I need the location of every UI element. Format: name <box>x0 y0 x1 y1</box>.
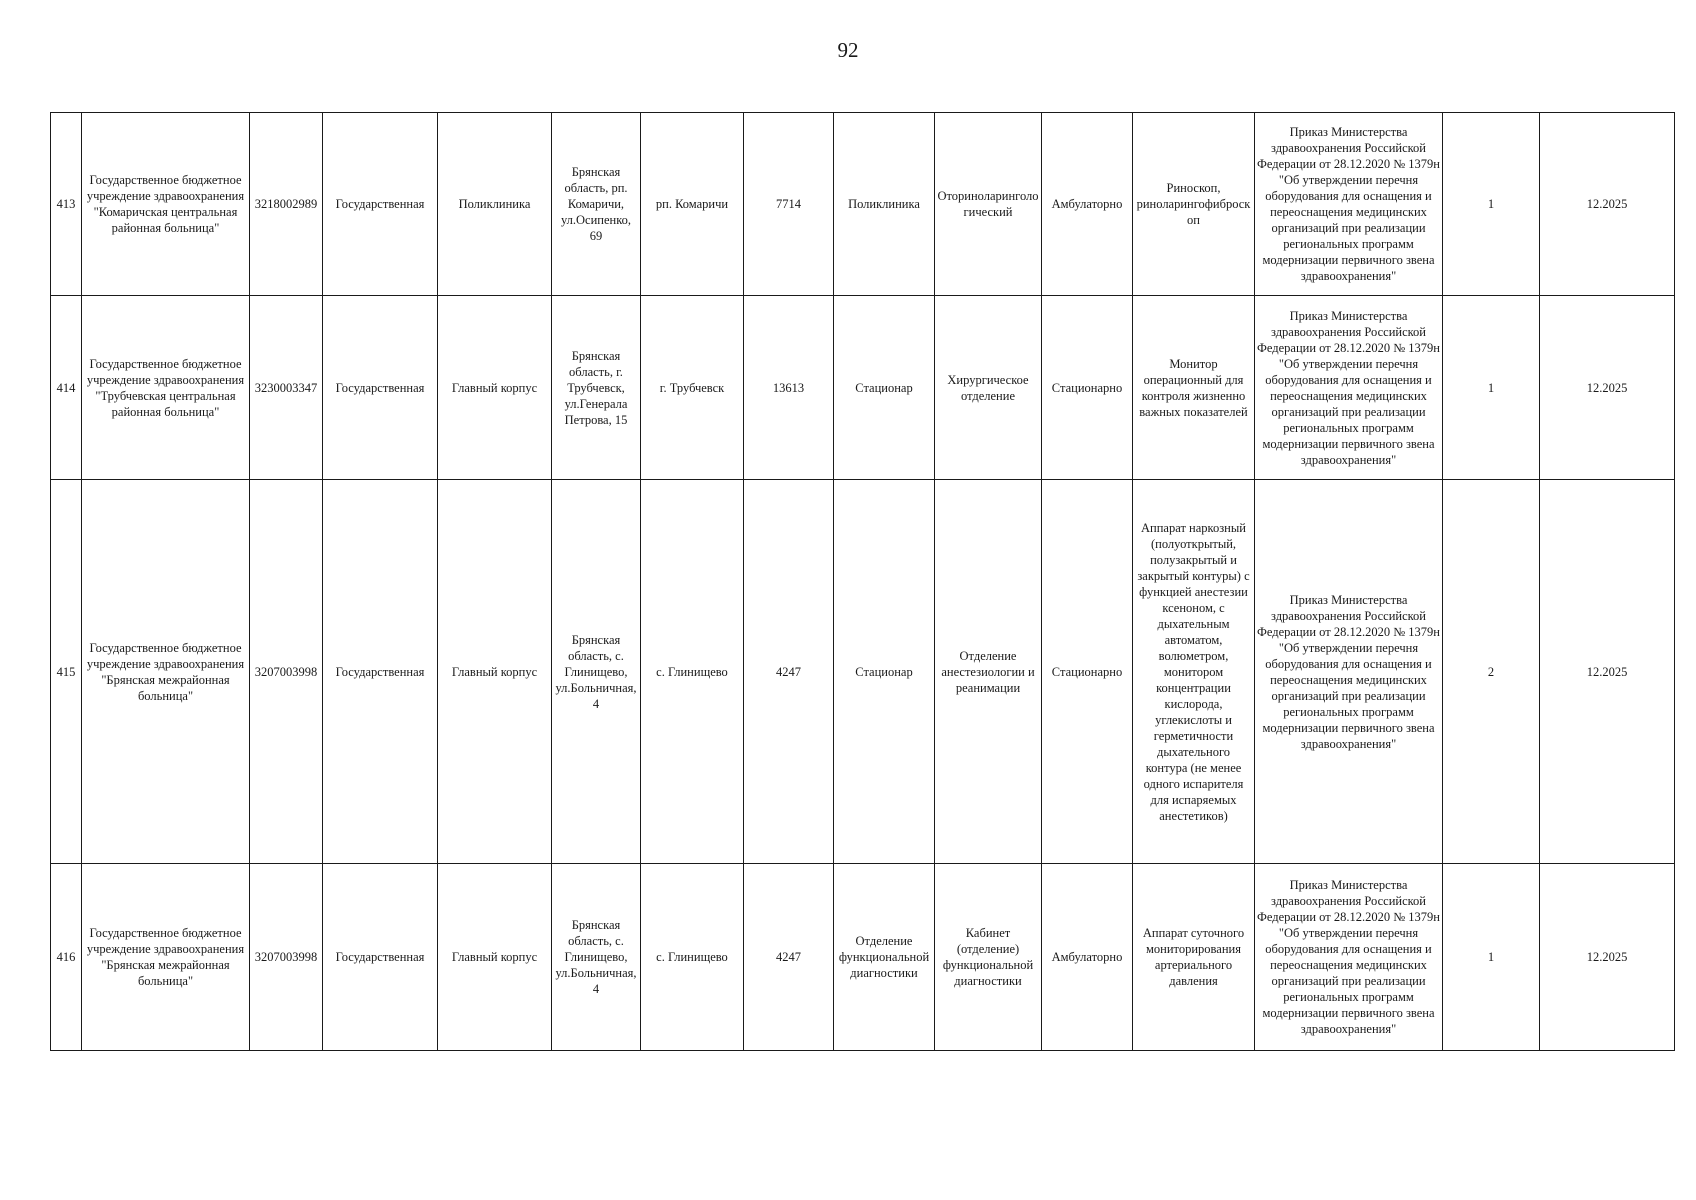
page-number: 92 <box>837 38 859 62</box>
division: Отделение функциональной диагностики <box>834 864 935 1051</box>
locality: с. Глинищево <box>641 480 744 864</box>
quantity: 1 <box>1443 296 1540 480</box>
table-row <box>51 113 1675 296</box>
inn: 3207003998 <box>250 480 323 864</box>
inn: 3230003347 <box>250 296 323 480</box>
population: 13613 <box>744 296 834 480</box>
deadline: 12.2025 <box>1540 296 1675 480</box>
building: Главный корпус <box>438 864 552 1051</box>
locality: рп. Комаричи <box>641 113 744 296</box>
ownership-form: Государственная <box>323 864 438 1051</box>
institution-name: Государственное бюджетное учреждение здравоохранения "Комаричская центральная районная больница" <box>82 113 250 296</box>
care-form: Амбулаторно <box>1042 113 1133 296</box>
legal-basis: Приказ Министерства здравоохранения Российской Федерации от 28.12.2020 № 1379н "Об утверждении перечня оборудования для оснащения и переоснащения медицинских организаций при реализации региональных программ модернизации первичного звена здравоохранения" <box>1255 864 1443 1051</box>
division: Поликлиника <box>834 113 935 296</box>
population: 4247 <box>744 480 834 864</box>
row-number: 416 <box>51 864 82 1051</box>
institution-name: Государственное бюджетное учреждение здравоохранения "Брянская межрайонная больница" <box>82 864 250 1051</box>
address: Брянская область, рп. Комаричи, ул.Осипенко, 69 <box>552 113 641 296</box>
equipment: Монитор операционный для контроля жизненно важных показателей <box>1133 296 1255 480</box>
ownership-form: Государственная <box>323 480 438 864</box>
quantity: 2 <box>1443 480 1540 864</box>
quantity: 1 <box>1443 864 1540 1051</box>
locality: г. Трубчевск <box>641 296 744 480</box>
ownership-form: Государственная <box>323 296 438 480</box>
department: Кабинет (отделение) функциональной диагностики <box>935 864 1042 1051</box>
legal-basis: Приказ Министерства здравоохранения Российской Федерации от 28.12.2020 № 1379н "Об утверждении перечня оборудования для оснащения и переоснащения медицинских организаций при реализации региональных программ модернизации первичного звена здравоохранения" <box>1255 113 1443 296</box>
care-form: Амбулаторно <box>1042 864 1133 1051</box>
row-number: 414 <box>51 296 82 480</box>
department: Хирургическое отделение <box>935 296 1042 480</box>
deadline: 12.2025 <box>1540 113 1675 296</box>
building: Поликлиника <box>438 113 552 296</box>
deadline: 12.2025 <box>1540 480 1675 864</box>
legal-basis: Приказ Министерства здравоохранения Российской Федерации от 28.12.2020 № 1379н "Об утверждении перечня оборудования для оснащения и переоснащения медицинских организаций при реализации региональных программ модернизации первичного звена здравоохранения" <box>1255 296 1443 480</box>
locality: с. Глинищево <box>641 864 744 1051</box>
inn: 3218002989 <box>250 113 323 296</box>
quantity: 1 <box>1443 113 1540 296</box>
row-number: 415 <box>51 480 82 864</box>
address: Брянская область, г. Трубчевск, ул.Генерала Петрова, 15 <box>552 296 641 480</box>
department: Оториноларингологический <box>935 113 1042 296</box>
address: Брянская область, с. Глинищево, ул.Больничная, 4 <box>552 864 641 1051</box>
building: Главный корпус <box>438 480 552 864</box>
table-row <box>51 480 1675 864</box>
division: Стационар <box>834 296 935 480</box>
table-row <box>51 296 1675 480</box>
care-form: Стационарно <box>1042 296 1133 480</box>
equipment: Аппарат суточного мониторирования артериального давления <box>1133 864 1255 1051</box>
division: Стационар <box>834 480 935 864</box>
table-row <box>51 864 1675 1051</box>
population: 7714 <box>744 113 834 296</box>
deadline: 12.2025 <box>1540 864 1675 1051</box>
equipment: Риноскоп, риноларингофиброскоп <box>1133 113 1255 296</box>
inn: 3207003998 <box>250 864 323 1051</box>
department: Отделение анестезиологии и реанимации <box>935 480 1042 864</box>
care-form: Стационарно <box>1042 480 1133 864</box>
institution-name: Государственное бюджетное учреждение здравоохранения "Брянская межрайонная больница" <box>82 480 250 864</box>
address: Брянская область, с. Глинищево, ул.Больничная, 4 <box>552 480 641 864</box>
building: Главный корпус <box>438 296 552 480</box>
ownership-form: Государственная <box>323 113 438 296</box>
population: 4247 <box>744 864 834 1051</box>
legal-basis: Приказ Министерства здравоохранения Российской Федерации от 28.12.2020 № 1379н "Об утверждении перечня оборудования для оснащения и переоснащения медицинских организаций при реализации региональных программ модернизации первичного звена здравоохранения" <box>1255 480 1443 864</box>
equipment-registry-table <box>50 112 1675 1051</box>
institution-name: Государственное бюджетное учреждение здравоохранения "Трубчевская центральная районная больница" <box>82 296 250 480</box>
equipment: Аппарат наркозный (полуоткрытый, полузакрытый и закрытый контуры) с функцией анестезии ксеноном, с дыхательным автоматом, волюметром, монитором концентрации кислорода, углекислоты и герметичности дыхательного контура (не менее одного испарителя для испаряемых анестетиков) <box>1133 480 1255 864</box>
row-number: 413 <box>51 113 82 296</box>
